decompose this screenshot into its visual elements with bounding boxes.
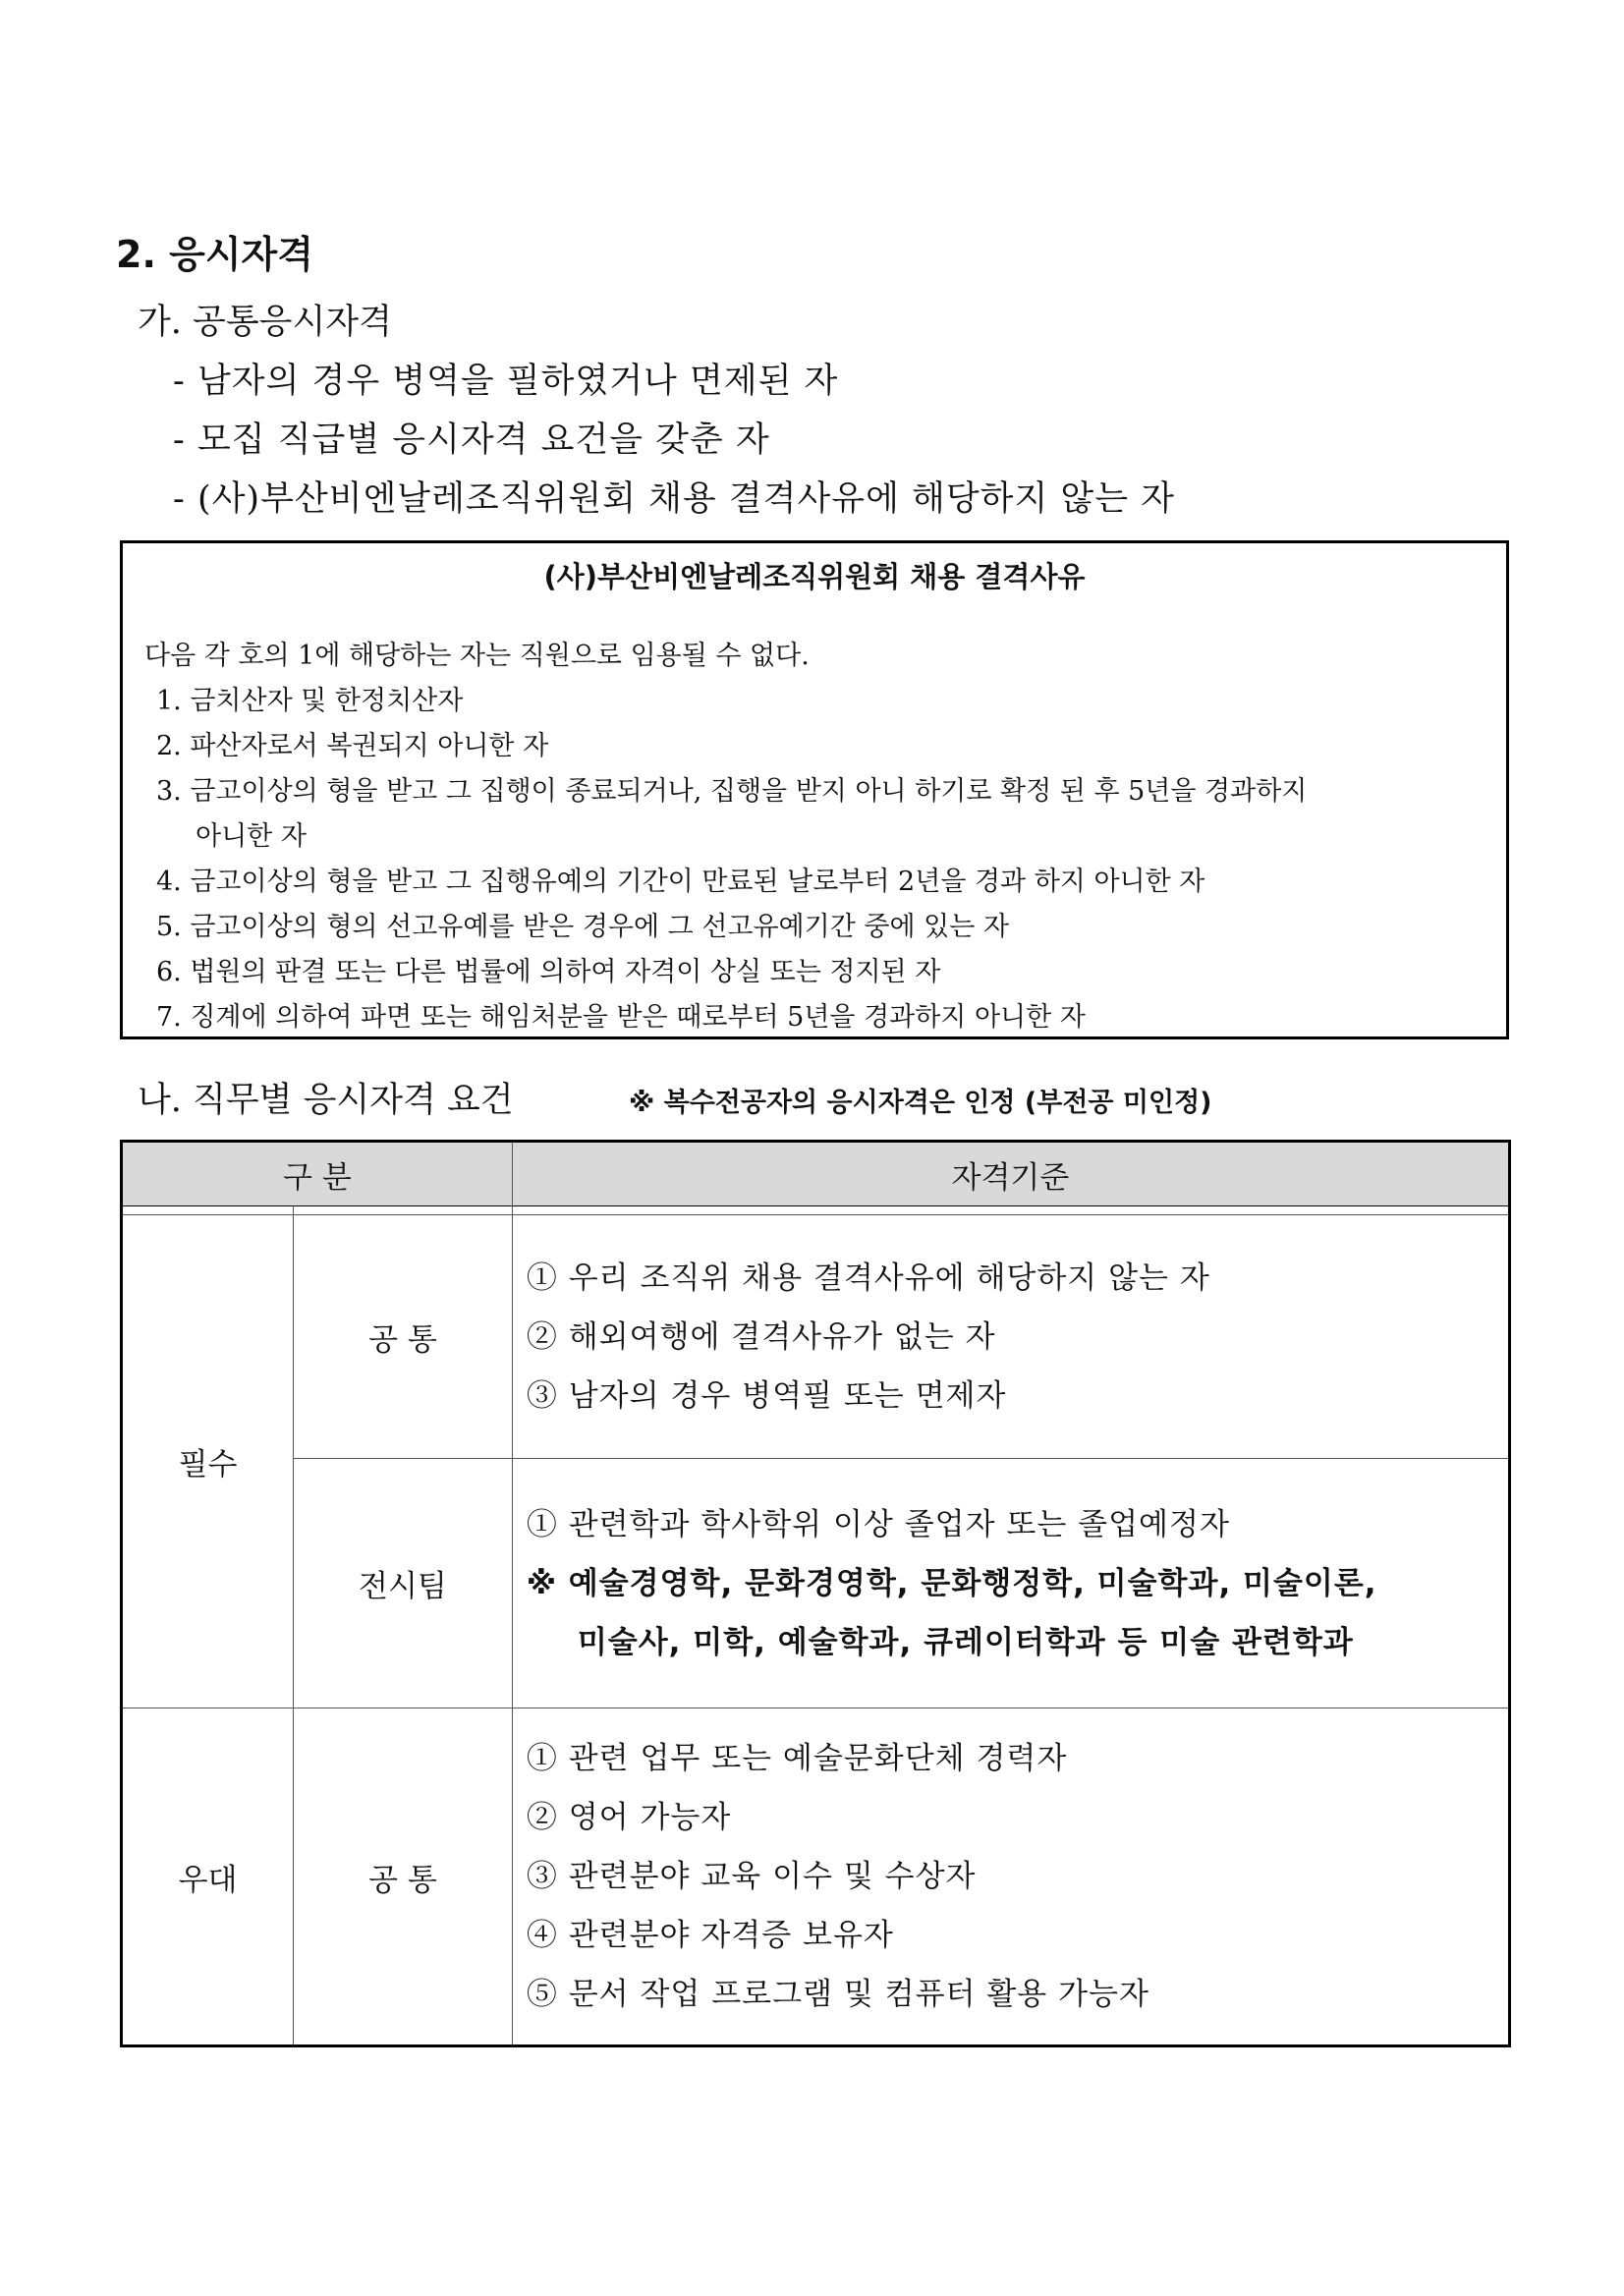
criteria-item: ② 영어 가능자 (526, 1800, 732, 1835)
criteria-item: ① 우리 조직위 채용 결격사유에 해당하지 않는 자 (526, 1260, 1210, 1296)
disqualification-item: 7. 징계에 의하여 파면 또는 해임처분을 받은 때로부터 5년을 경과하지 아니한 자 (156, 1002, 1086, 1033)
disqualification-item: 2. 파산자로서 복권되지 아니한 자 (156, 731, 549, 761)
common-bullet-2: - 모집 직급별 응시자격 요건을 갖춘 자 (173, 420, 770, 460)
criteria-item: ④ 관련분야 자격증 보유자 (526, 1918, 894, 1953)
preferred-common-label: 공 통 (294, 1708, 513, 2046)
disqualification-box (120, 540, 1509, 1039)
criteria-item: ③ 관련분야 교육 이수 및 수상자 (526, 1859, 977, 1894)
disqualification-intro: 다음 각 호의 1에 해당하는 자는 직원으로 임용될 수 없다. (144, 641, 810, 671)
exhibit-label: 전시팀 (294, 1459, 513, 1708)
disqualification-item: 5. 금고이상의 형의 선고유예를 받은 경우에 그 선고유예기간 중에 있는 자 (156, 912, 1009, 942)
major-note-line-1: ※ 예술경영학, 문화경영학, 문화행정학, 미술학과, 미술이론, (526, 1565, 1377, 1601)
required-common-label: 공 통 (294, 1215, 513, 1459)
exhibit-items (512, 1459, 1509, 1708)
requirements-table (120, 1140, 1511, 2047)
disqualification-item: 1. 금치산자 및 한정치산자 (156, 686, 464, 716)
common-bullet-3: - (사)부산비엔날레조직위원회 채용 결격사유에 해당하지 않는 자 (173, 479, 1175, 519)
criteria-item: ⑤ 문서 작업 프로그램 및 컴퓨터 활용 가능자 (526, 1977, 1149, 2012)
job-heading: 나. 직무별 응시자격 요건 (138, 1081, 514, 1120)
job-note: ※ 복수전공자의 응시자격은 인정 (부전공 미인정) (629, 1088, 1212, 1118)
preferred-common-items (512, 1708, 1509, 2046)
criteria-item: ① 관련학과 학사학위 이상 졸업자 또는 졸업예정자 (526, 1506, 1230, 1542)
disqualification-item: 3. 금고이상의 형을 받고 그 집행이 종료되거나, 집행을 받지 아니 하기로 확정 된 후 5년을 경과하지 (156, 776, 1308, 807)
major-note-line-2: 미술사, 미학, 예술학과, 큐레이터학과 등 미술 관련학과 (577, 1624, 1354, 1660)
section-title: 2. 응시자격 (116, 233, 313, 276)
header-criteria: 자격기준 (512, 1142, 1509, 1206)
disqualification-item: 6. 법원의 판결 또는 다른 법률에 의하여 자격이 상실 또는 정지된 자 (156, 957, 941, 987)
header-category: 구 분 (122, 1142, 513, 1206)
disqualification-item-cont: 아니한 자 (196, 821, 307, 852)
required-label: 필수 (122, 1215, 294, 1708)
preferred-label: 우대 (122, 1708, 294, 2046)
common-bullet-1: - 남자의 경우 병역을 필하였거나 면제된 자 (173, 362, 839, 401)
criteria-item: ③ 남자의 경우 병역필 또는 면제자 (526, 1377, 1007, 1414)
criteria-item: ② 해외여행에 결격사유가 없는 자 (526, 1318, 996, 1355)
disqualification-title: (사)부산비엔날레조직위원회 채용 결격사유 (543, 560, 1086, 593)
disqualification-item: 4. 금고이상의 형을 받고 그 집행유예의 기간이 만료된 날로부터 2년을 경과 하지 아니한 자 (156, 867, 1205, 897)
criteria-item: ① 관련 업무 또는 예술문화단체 경력자 (526, 1741, 1068, 1776)
common-heading: 가. 공통응시자격 (138, 303, 392, 342)
required-common-items (512, 1215, 1509, 1459)
